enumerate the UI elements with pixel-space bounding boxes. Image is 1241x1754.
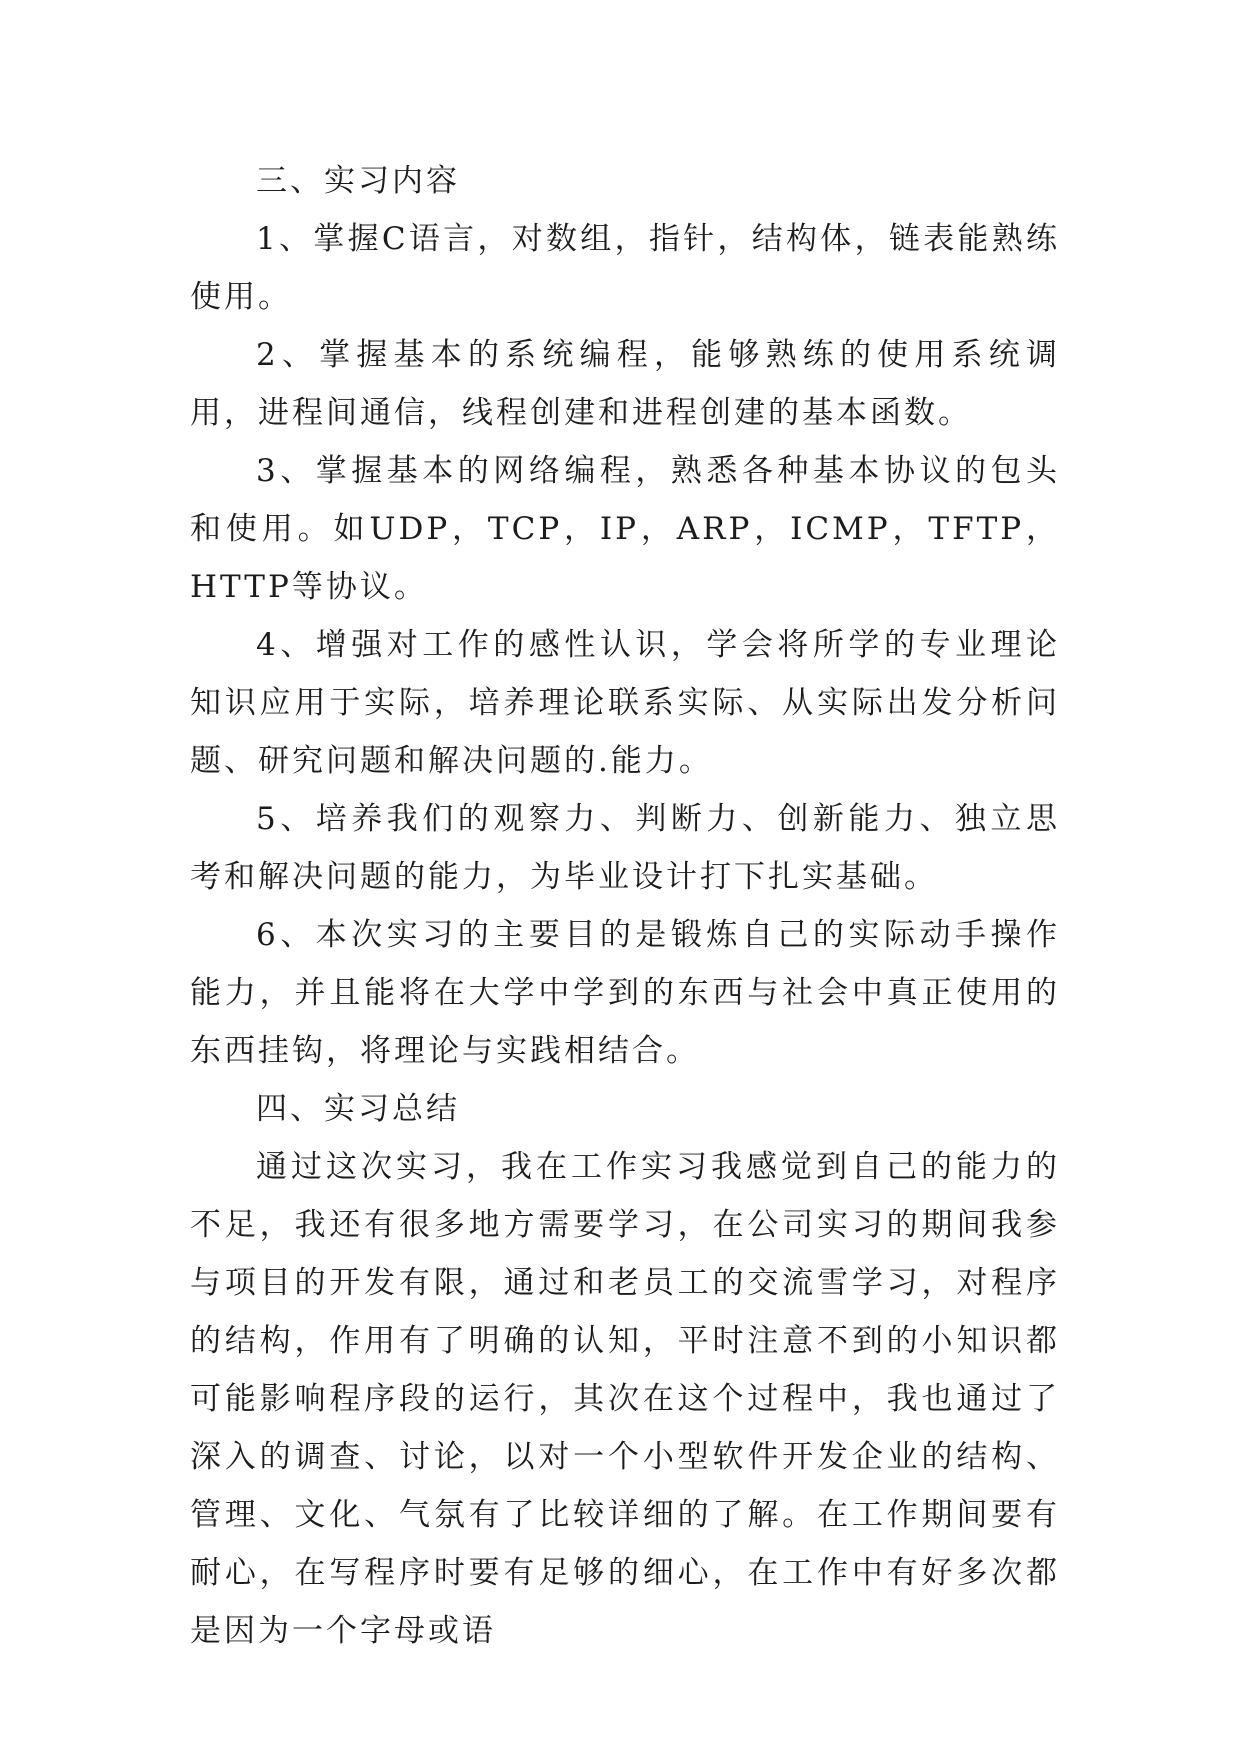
content-item-5: 5、培养我们的观察力、判断力、创新能力、独立思考和解决问题的能力，为毕业设计打下扎实基础。 — [190, 801, 1060, 895]
content-item-4: 4、增强对工作的感性认识，学会将所学的专业理论知识应用于实际，培养理论联系实际、从实际出发分析问题、研究问题和解决问题的.能力。 — [190, 627, 1060, 779]
summary-paragraph: 通过这次实习，我在工作实习我感觉到自己的能力的不足，我还有很多地方需要学习，在公司实习的期间我参与项目的开发有限，通过和老员工的交流雪学习，对程序的结构，作用有了明确的认知，平时注意不到的小知识都可能影响程序段的运行，其次在这个过程中，我也通过了深入的调查、讨论，以对一个小型软件开发企业的结构、管理、文化、气氛有了比较详细的了解。在工作期间要有耐心，在写程序时要有足够的细心，在工作中有好多次都是因为一个字母或语 — [190, 1149, 1060, 1649]
section-heading-internship-content: 三、实习内容 — [256, 163, 460, 199]
content-item-2: 2、掌握基本的系统编程，能够熟练的使用系统调用，进程间通信，线程创建和进程创建的基本函数。 — [190, 337, 1060, 431]
content-item-1: 1、掌握C语言，对数组，指针，结构体，链表能熟练使用。 — [190, 221, 1060, 315]
section-heading-internship-summary: 四、实习总结 — [256, 1091, 460, 1127]
content-item-6: 6、本次实习的主要目的是锻炼自己的实际动手操作能力，并且能将在大学中学到的东西与社会中真正使用的东西挂钩，将理论与实践相结合。 — [190, 917, 1060, 1069]
document-body — [190, 152, 1060, 1660]
content-item-3: 3、掌握基本的网络编程，熟悉各种基本协议的包头和使用。如UDP，TCP，IP，ARP，ICMP，TFTP，HTTP等协议。 — [190, 453, 1060, 605]
